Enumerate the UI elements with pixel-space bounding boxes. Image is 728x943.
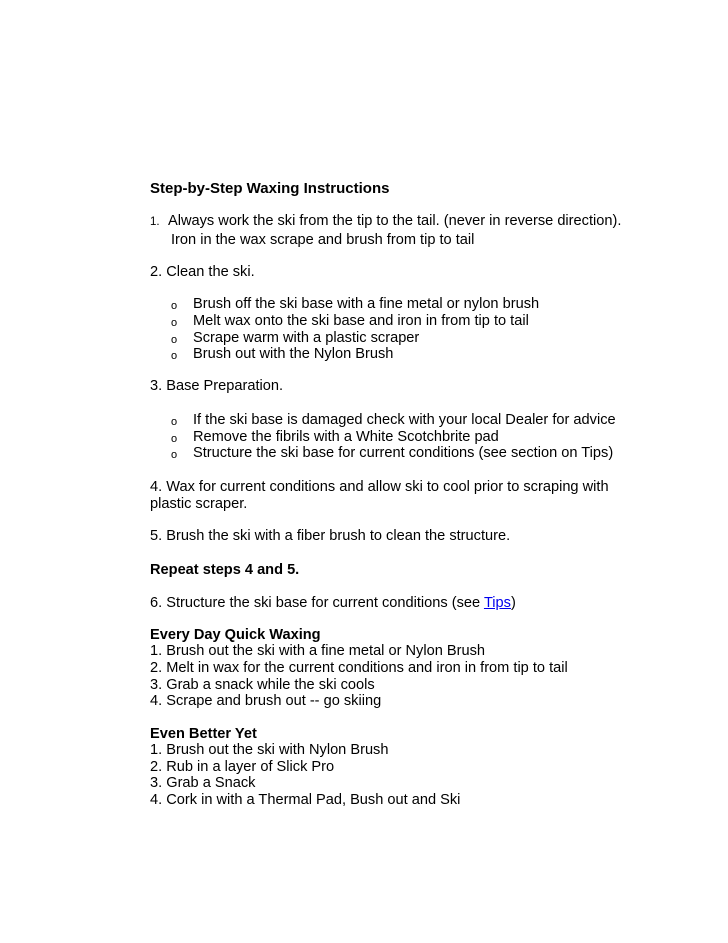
bullet-marker: o	[170, 449, 178, 461]
step3-bullet: Structure the ski base for current conditions (see section on Tips)	[193, 445, 614, 461]
step6-text	[150, 595, 516, 612]
tips-link[interactable]: Tips	[483, 595, 511, 611]
quick-waxing-item: 1. Brush out the ski with a fine metal or Nylon Brush	[150, 643, 486, 659]
quick-waxing-heading: Every Day Quick Waxing	[150, 627, 321, 643]
page-title: Step-by-Step Waxing Instructions	[150, 180, 390, 197]
step4-line1: 4. Wax for current conditions and allow ski to cool prior to scraping with	[150, 479, 609, 495]
step6-prefix: 6. Structure the ski base for current conditions (see	[150, 595, 484, 611]
bullet-marker: o	[170, 317, 178, 329]
step2-bullet: Brush out with the Nylon Brush	[193, 346, 394, 362]
step3-bullet: Remove the fibrils with a White Scotchbrite pad	[193, 429, 499, 445]
step3-heading: 3. Base Preparation.	[150, 378, 284, 394]
step2-bullet: Brush off the ski base with a fine metal or nylon brush	[193, 296, 540, 312]
quick-waxing-item: 3. Grab a snack while the ski cools	[150, 677, 375, 693]
even-better-heading: Even Better Yet	[150, 726, 257, 742]
bullet-marker: o	[170, 350, 178, 362]
step6-suffix: )	[510, 595, 516, 611]
step2-bullet: Scrape warm with a plastic scraper	[193, 330, 420, 346]
even-better-item: 1. Brush out the ski with Nylon Brush	[150, 742, 389, 758]
bullet-marker: o	[170, 433, 178, 445]
step1-number: 1.	[150, 216, 160, 228]
repeat-note: Repeat steps 4 and 5.	[150, 562, 300, 578]
even-better-item: 2. Rub in a layer of Slick Pro	[150, 759, 335, 775]
even-better-item: 4. Cork in with a Thermal Pad, Bush out and Ski	[150, 792, 461, 808]
bullet-marker: o	[170, 416, 178, 428]
step4-line2: plastic scraper.	[150, 496, 248, 512]
step2-bullet: Melt wax onto the ski base and iron in from tip to tail	[193, 313, 529, 329]
bullet-marker: o	[170, 334, 178, 346]
step5-text: 5. Brush the ski with a fiber brush to clean the structure.	[150, 528, 511, 544]
step2-heading: 2. Clean the ski.	[150, 264, 255, 280]
quick-waxing-item: 4. Scrape and brush out -- go skiing	[150, 693, 382, 709]
step3-bullet: If the ski base is damaged check with your local Dealer for advice	[193, 412, 616, 428]
even-better-item: 3. Grab a Snack	[150, 775, 256, 791]
quick-waxing-item: 2. Melt in wax for the current conditions and iron in from tip to tail	[150, 660, 568, 676]
step1-line2: Iron in the wax scrape and brush from tip to tail	[171, 232, 475, 248]
bullet-marker: o	[170, 300, 178, 312]
step1-line1: Always work the ski from the tip to the tail. (never in reverse direction).	[168, 213, 622, 229]
